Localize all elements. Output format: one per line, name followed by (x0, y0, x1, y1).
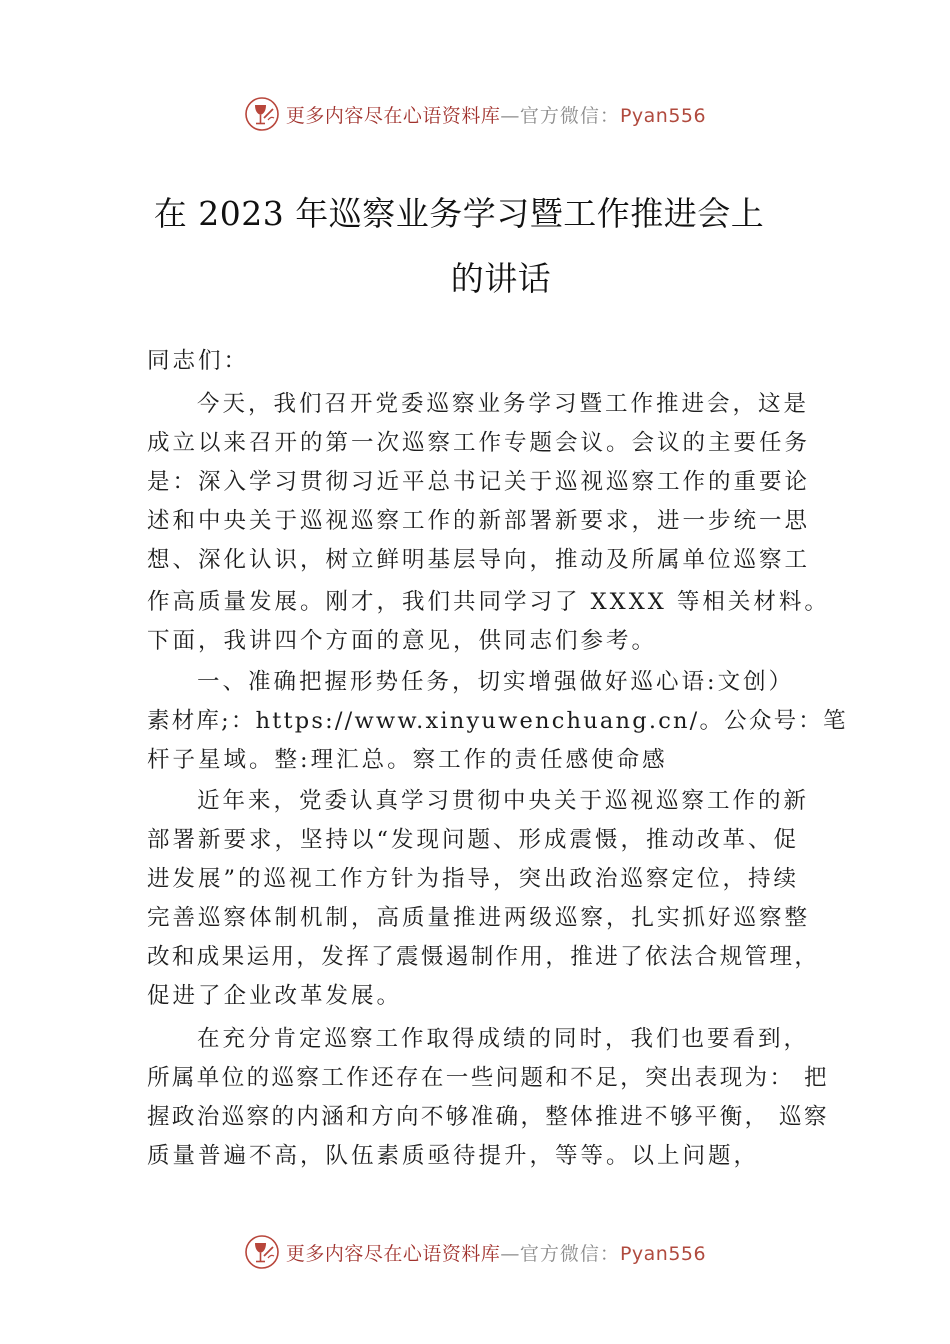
body-line: 想、深化认识，树立鲜明基层导向，推动及所属单位巡察工 (147, 547, 811, 573)
body-line-salutation: 同志们： (147, 348, 250, 374)
document-title-line-2: 的讲话 (450, 259, 552, 298)
body-line: 述和中央关于巡视巡察工作的新部署新要求，进一步统一思 (147, 508, 811, 534)
header-watermark (0, 94, 950, 134)
body-line: 进发展”的巡视工作方针为指导，突出政治巡察定位，持续 (147, 866, 800, 892)
footer-watermark (0, 1232, 950, 1272)
body-line: 质量普遍不高，队伍素质亟待提升，等等。以上问题， (147, 1143, 760, 1169)
body-line: 成立以来召开的第一次巡察工作专题会议。会议的主要任务 (147, 430, 811, 456)
body-line: 所属单位的巡察工作还存在一些问题和不足，突出表现为： 把 (147, 1065, 829, 1091)
body-line: 促进了企业改革发展。 (147, 983, 403, 1009)
body-line: 完善巡察体制机制，高质量推进两级巡察，扎实抓好巡察整 (147, 905, 811, 931)
body-line: 今天，我们召开党委巡察业务学习暨工作推进会，这是 (197, 391, 810, 417)
body-line-section-heading: 一、准确把握形势任务，切实增强做好巡心语:文创） (197, 669, 795, 695)
body-line: 作高质量发展。刚才，我们共同学习了 XXXX 等相关材料。 (147, 589, 830, 615)
body-line: 握政治巡察的内涵和方向不够准确，整体推进不够平衡， 巡察 (147, 1104, 829, 1130)
document-title-line-1: 在 2023 年巡察业务学习暨工作推进会上 (153, 194, 765, 233)
watermark-brand: 更多内容尽在心语资料库 (285, 104, 501, 127)
body-line: 近年来，党委认真学习贯彻中央关于巡视巡察工作的新 (197, 788, 810, 814)
body-line: 是：深入学习贯彻习近平总书记关于巡视巡察工作的重要论 (147, 469, 811, 495)
watermark-separator: — (500, 104, 520, 127)
wine-glass-logo-icon (244, 1234, 280, 1270)
watermark-separator: — (500, 1242, 520, 1265)
body-line: 杆子星域。整:理汇总。察工作的责任感使命感 (147, 747, 668, 773)
watermark-wechat-label: 官方微信： (519, 104, 620, 127)
watermark-wechat-label: 官方微信： (519, 1242, 620, 1265)
body-line: 部署新要求，坚持以“发现问题、形成震慑，推动改革、促 (147, 827, 800, 853)
watermark-wechat-id: Pyan556 (619, 104, 707, 127)
watermark-wechat-id: Pyan556 (619, 1242, 707, 1265)
body-line: 改和成果运用，发挥了震慑遏制作用，推进了依法合规管理， (147, 944, 820, 970)
body-line: 下面，我讲四个方面的意见，供同志们参考。 (147, 628, 658, 654)
watermark-text (286, 101, 706, 128)
watermark-brand: 更多内容尽在心语资料库 (285, 1242, 501, 1265)
body-line: 在充分肯定巡察工作取得成绩的同时，我们也要看到， (197, 1026, 810, 1052)
body-line: 素材库;：https://www.xinyuwenchuang.cn/。公众号：笔 (147, 708, 848, 734)
wine-glass-logo-icon (244, 96, 280, 132)
watermark-text (286, 1239, 706, 1266)
